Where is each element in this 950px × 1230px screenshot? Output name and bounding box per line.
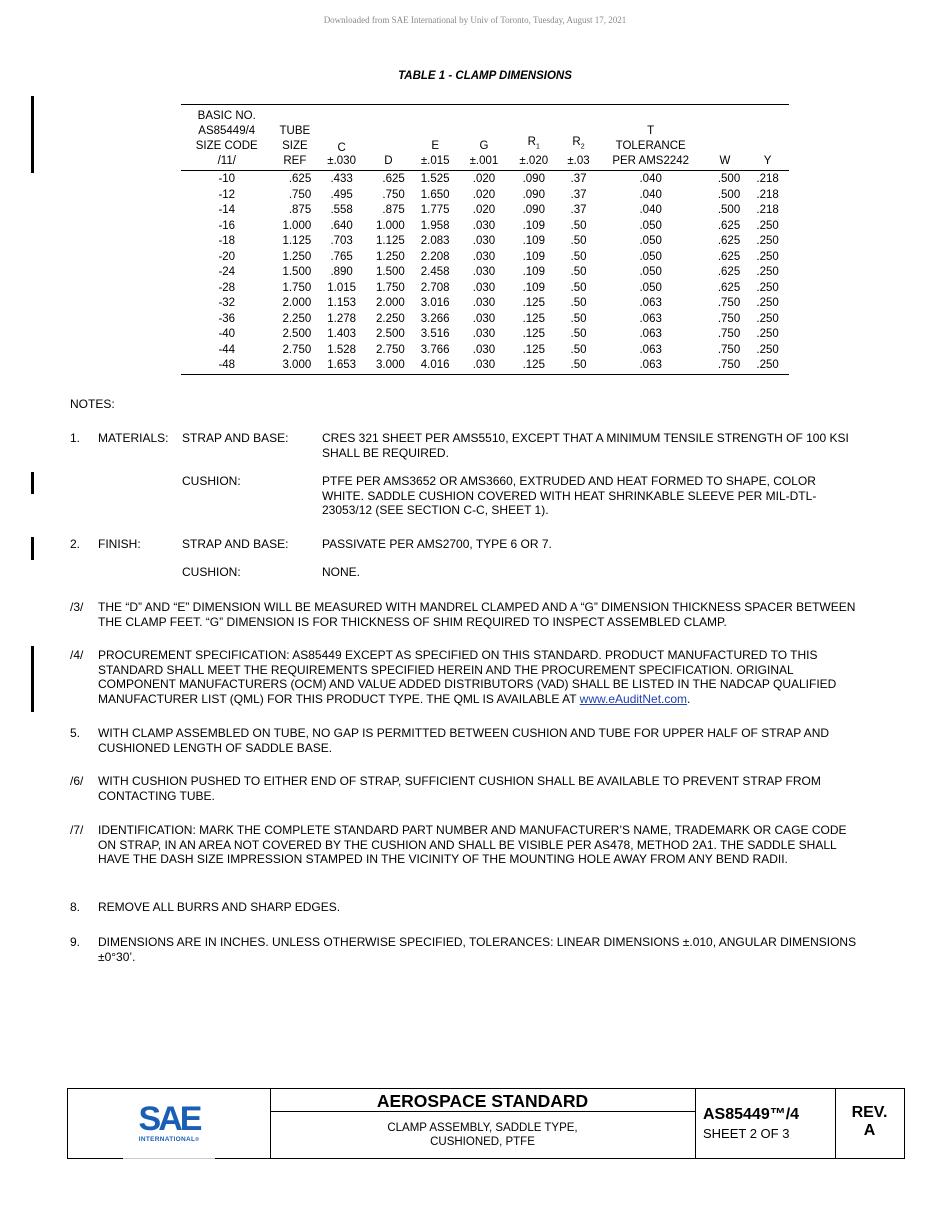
cell-r1: .090: [522, 173, 545, 185]
cell-w: .500: [717, 188, 741, 201]
cell-tube-size: .875: [288, 204, 312, 216]
cell-r2: .50: [570, 281, 587, 294]
cell-t: .063: [639, 359, 662, 371]
cell-r1: .109: [522, 266, 545, 278]
cell-tube-size: 2.250: [282, 312, 312, 325]
note-1: [0, 431, 950, 471]
cell-w: .625: [717, 250, 741, 263]
cell-tube-size: 1.000: [282, 219, 312, 232]
table-row: [181, 234, 789, 250]
cell-g: .030: [472, 328, 496, 340]
cell-size-code: -18: [218, 235, 236, 247]
cell-t: .063: [639, 297, 662, 309]
revision-value: A: [863, 1122, 876, 1139]
cell-w: .625: [717, 266, 741, 278]
cell-r2: .50: [570, 343, 587, 356]
cell-c: 1.528: [327, 343, 357, 356]
note-text: PTFE PER AMS3652 OR AMS3660, EXTRUDED AND HEAT FORMED TO SHAPE, COLOR WHITE. SADDLE CUSHION COVERED WITH HEAT SHRINKABLE SLEEVE PER MIL-DTL-23053/12 (SEE SECTION C-C, SHEET 1).: [322, 474, 817, 517]
cell-size-code: -28: [218, 281, 236, 294]
table-row: [181, 219, 789, 235]
table-row: [181, 327, 789, 343]
cell-e: 2.708: [420, 281, 450, 294]
note-text: WITH CUSHION PUSHED TO EITHER END OF STRAP, SUFFICIENT CUSHION SHALL BE AVAILABLE TO PREVENT STRAP FROM CONTACTING TUBE.: [98, 774, 821, 803]
cell-d: 1.000: [375, 219, 405, 232]
note-category: FINISH:: [98, 537, 141, 551]
note-text: WITH CLAMP ASSEMBLED ON TUBE, NO GAP IS PERMITTED BETWEEN CUSHION AND TUBE FOR UPPER HALF OF STRAP AND CUSHIONED LENGTH OF SADDLE BASE.: [98, 726, 830, 755]
cell-tube-size: 2.000: [282, 297, 312, 309]
cell-y: .250: [756, 312, 779, 325]
note-number: 9.: [70, 935, 81, 949]
cell-e: 2.458: [420, 266, 450, 278]
note-sublabel: CUSHION:: [182, 474, 241, 488]
col-header-y: Y: [746, 105, 789, 171]
cell-r1: .125: [522, 297, 545, 309]
cell-g: .020: [472, 173, 496, 185]
cell-y: .250: [756, 328, 779, 340]
cell-r1: .090: [522, 204, 545, 216]
note-text: CRES 321 SHEET PER AMS5510, EXCEPT THAT A MINIMUM TENSILE STRENGTH OF 100 KSI SHALL BE REQUIRED.: [322, 431, 849, 460]
sae-logo: [136, 1101, 202, 1143]
note-number: 1.: [70, 431, 81, 445]
cell-w: .750: [717, 297, 741, 309]
note-2: [0, 537, 950, 555]
table-row: [181, 312, 789, 328]
table-row: [181, 250, 789, 266]
cell-e: 4.016: [420, 359, 450, 371]
cell-e: 1.775: [420, 204, 450, 216]
cell-size-code: -48: [218, 359, 236, 371]
note-category: MATERIALS:: [98, 431, 169, 445]
cell-size-code: -32: [218, 297, 236, 309]
cell-w: .750: [717, 359, 741, 371]
note-text: PASSIVATE PER AMS2700, TYPE 6 OR 7.: [322, 537, 552, 551]
cell-y: .250: [756, 235, 779, 247]
cell-y: .218: [756, 204, 779, 216]
cell-r1: .125: [522, 359, 545, 371]
note-text: THE “D” AND “E” DIMENSION WILL BE MEASURED WITH MANDREL CLAMPED AND A “G” DIMENSION THICKNESS SPACER BETWEEN THE CLAMP FEET. “G” DIMENSION IS FOR THICKNESS OF SHIM REQUIRED TO INSPECT ASSEMBLED CLAMP.: [98, 600, 856, 629]
cell-tube-size: .625: [288, 173, 312, 185]
cell-e: 3.266: [420, 312, 450, 325]
note-6: [0, 774, 950, 806]
cell-tube-size: 1.750: [282, 281, 312, 294]
notes-heading: NOTES:: [70, 397, 115, 411]
sae-logo-text: SAE: [138, 1101, 200, 1133]
note-1-cushion: [0, 474, 950, 524]
cell-g: .030: [472, 250, 496, 263]
cell-r1: .090: [522, 188, 545, 201]
sheet-number: SHEET 2 OF 3: [703, 1126, 790, 1141]
note-text: PROCUREMENT SPECIFICATION: AS85449 EXCEPT AS SPECIFIED ON THIS STANDARD. PRODUCT MANUFACTURED TO THIS STANDARD SHALL MEET THE REQUIREMENTS SPECIFIED HEREIN AND THE PROCUREMENT SPECIFICATION. ORIGINAL COMPONENT MANUFACTURERS (OCM) AND VALUE ADDED DISTRIBUTORS (VAD) SHALL BE LISTED IN THE NADCAP QUALIFIED MANUFACTURER LIST (QML) FOR THIS PRODUCT TYPE. THE QML IS AVAILABLE AT www.eAuditNet.com.: [98, 648, 837, 706]
cell-t: .063: [639, 343, 662, 356]
col-header-r2: $R_2$ ±.03: [559, 105, 598, 171]
cell-d: 2.750: [375, 343, 405, 356]
cell-t: .040: [639, 173, 662, 185]
cell-y: .218: [756, 188, 779, 201]
cell-y: .250: [756, 266, 779, 278]
table-row: [181, 265, 789, 281]
cell-e: 3.516: [420, 328, 450, 340]
cell-r2: .50: [570, 328, 587, 340]
cell-d: .875: [382, 204, 405, 216]
cell-e: 1.650: [420, 188, 450, 201]
cell-t: .040: [639, 188, 662, 201]
cell-d: 1.125: [375, 235, 405, 247]
table-row: [181, 203, 789, 219]
note-number: 5.: [70, 726, 81, 740]
cell-y: .250: [756, 281, 779, 294]
revision-cell: [835, 1089, 904, 1158]
col-header-e: E ±.015: [411, 105, 460, 171]
clamp-dimensions-table: [181, 104, 789, 375]
cell-g: .030: [472, 297, 496, 309]
cell-size-code: -12: [218, 188, 236, 201]
col-header-size-code: BASIC NO. AS85449/4 SIZE CODE /11/: [181, 105, 273, 171]
cell-g: .020: [472, 188, 496, 201]
cell-c: .703: [330, 235, 353, 247]
cell-g: .030: [472, 235, 496, 247]
cell-size-code: -44: [218, 343, 236, 356]
cell-g: .030: [472, 312, 496, 325]
cell-d: .625: [382, 173, 405, 185]
logo-cell: [68, 1089, 271, 1158]
cell-c: 1.403: [327, 328, 357, 340]
cell-y: .218: [756, 173, 779, 185]
note-number: 2.: [70, 537, 81, 551]
cell-size-code: -40: [218, 328, 236, 340]
cell-w: .625: [717, 219, 741, 232]
cell-size-code: -24: [218, 266, 236, 278]
table-row: [181, 296, 789, 312]
logo-divider: [123, 1158, 215, 1159]
cell-size-code: -16: [218, 219, 236, 232]
cell-w: .500: [717, 204, 741, 216]
cell-w: .625: [717, 281, 741, 294]
cell-t: .040: [639, 204, 662, 216]
cell-r2: .50: [570, 266, 587, 278]
cell-tube-size: 1.250: [282, 250, 312, 263]
cell-g: .020: [472, 204, 496, 216]
cell-g: .030: [472, 359, 496, 371]
cell-g: .030: [472, 219, 496, 232]
table-row: [181, 343, 789, 359]
cell-tube-size: .750: [288, 188, 312, 201]
cell-size-code: -36: [218, 312, 236, 325]
cell-e: 2.083: [420, 235, 450, 247]
note-text: IDENTIFICATION: MARK THE COMPLETE STANDARD PART NUMBER AND MANUFACTURER’S NAME, TRADEMARK OR CAGE CODE ON STRAP, IN AN AREA NOT COVERED BY THE CUSHION AND SHALL BE VISIBLE PER AS478, METHOD 2A1. THE SADDLE SHALL HAVE THE DASH SIZE IMPRESSION STAMPED IN THE VICINITY OF THE MOUNTING HOLE AWAY FROM ANY BEND RADII.: [98, 823, 847, 866]
cell-g: .030: [472, 266, 496, 278]
sae-logo-mark: [136, 1101, 202, 1133]
col-header-tube-size: TUBE SIZE REF: [273, 105, 318, 171]
cell-d: 1.250: [375, 250, 405, 263]
cell-c: .495: [330, 188, 353, 201]
col-header-t: T TOLERANCE PER AMS2242: [598, 105, 704, 171]
document-number: AS85449™/4: [703, 1106, 800, 1123]
cell-c: .640: [330, 219, 353, 232]
cell-size-code: -10: [218, 173, 236, 185]
note-sublabel: STRAP AND BASE:: [182, 537, 289, 551]
cell-t: .063: [639, 312, 662, 325]
cell-y: .250: [756, 297, 779, 309]
cell-r2: .50: [570, 359, 587, 371]
cell-t: .050: [639, 266, 662, 278]
note-number: /3/: [70, 600, 84, 614]
cell-r1: .109: [522, 281, 545, 294]
cell-t: .050: [639, 281, 662, 294]
cell-y: .250: [756, 359, 779, 371]
cell-c: 1.278: [327, 312, 357, 325]
cell-d: 2.500: [375, 328, 405, 340]
cell-tube-size: 2.750: [282, 343, 312, 356]
table-row: [181, 281, 789, 297]
note-text: NONE.: [322, 565, 361, 579]
change-bar: [31, 96, 34, 173]
table-row: [181, 358, 789, 374]
cell-c: 1.653: [327, 359, 357, 371]
cell-c: .765: [330, 250, 353, 263]
cell-w: .750: [717, 328, 741, 340]
eauditnet-link[interactable]: www.eAuditNet.com: [579, 691, 688, 706]
cell-d: 1.750: [375, 281, 405, 294]
cell-y: .250: [756, 343, 779, 356]
cell-t: .050: [639, 235, 662, 247]
cell-c: .558: [330, 204, 353, 216]
cell-d: 1.500: [375, 266, 405, 278]
table-row: [181, 171, 789, 188]
cell-c: .890: [330, 266, 353, 278]
cell-r2: .37: [570, 188, 587, 201]
cell-size-code: -14: [218, 204, 236, 216]
cell-w: .500: [717, 173, 741, 185]
note-5: [0, 726, 950, 758]
note-number: 8.: [70, 900, 81, 914]
note-8: [0, 900, 950, 918]
cell-tube-size: 2.500: [282, 328, 312, 340]
cell-y: .250: [756, 250, 779, 263]
table-header-row: [181, 105, 789, 171]
cell-w: .750: [717, 343, 741, 356]
cell-r1: .109: [522, 235, 545, 247]
cell-d: .750: [382, 188, 405, 201]
cell-e: 2.208: [420, 250, 450, 263]
note-7: [0, 823, 950, 885]
cell-r1: .109: [522, 219, 545, 232]
title-cell: [270, 1089, 696, 1158]
cell-d: 2.250: [375, 312, 405, 325]
col-header-w: W: [704, 105, 747, 171]
note-number: /6/: [70, 774, 84, 788]
cell-e: 1.958: [420, 219, 450, 232]
cell-size-code: -20: [218, 250, 236, 263]
table-title: TABLE 1 - CLAMP DIMENSIONS: [398, 70, 572, 82]
cell-tube-size: 1.125: [282, 235, 312, 247]
table-body: [181, 171, 789, 375]
col-header-d: D: [366, 105, 411, 171]
cell-g: .030: [472, 281, 496, 294]
cell-tube-size: 3.000: [282, 359, 312, 371]
note-sublabel: STRAP AND BASE:: [182, 431, 289, 445]
table-row: [181, 188, 789, 204]
cell-c: .433: [330, 173, 353, 185]
document-number-cell: [695, 1089, 836, 1158]
note-text: REMOVE ALL BURRS AND SHARP EDGES.: [98, 900, 341, 914]
cell-e: 1.525: [420, 173, 450, 185]
cell-r2: .50: [570, 312, 587, 325]
cell-w: .625: [717, 235, 741, 247]
cell-d: 2.000: [375, 297, 405, 309]
cell-r1: .125: [522, 312, 545, 325]
cell-r2: .37: [570, 204, 587, 216]
title-block: [67, 1088, 905, 1159]
cell-r2: .50: [570, 250, 587, 263]
cell-e: 3.766: [420, 343, 450, 356]
sae-logo-subtitle: INTERNATIONAL®: [138, 1136, 200, 1143]
cell-r1: .109: [522, 250, 545, 263]
col-header-r1: $R_1$ ±.020: [508, 105, 559, 171]
cell-y: .250: [756, 219, 779, 232]
part-description: CLAMP ASSEMBLY, SADDLE TYPE, CUSHIONED, PTFE: [387, 1122, 578, 1148]
cell-t: .063: [639, 328, 662, 340]
cell-r2: .50: [570, 235, 587, 247]
cell-r2: .37: [570, 173, 587, 185]
cell-d: 3.000: [375, 359, 405, 371]
note-text: DIMENSIONS ARE IN INCHES. UNLESS OTHERWISE SPECIFIED, TOLERANCES: LINEAR DIMENSIONS ±.010, ANGULAR DIMENSIONS ±0°30’.: [98, 935, 857, 964]
cell-c: 1.015: [327, 281, 357, 294]
cell-r1: .125: [522, 328, 545, 340]
cell-r1: .125: [522, 343, 545, 356]
note-3: [0, 600, 950, 632]
revision-label: REV.: [851, 1104, 888, 1121]
note-number: /7/: [70, 823, 84, 837]
col-header-c: C ±.030: [317, 105, 366, 171]
note-number: /4/: [70, 648, 84, 662]
cell-t: .050: [639, 250, 662, 263]
cell-r2: .50: [570, 219, 587, 232]
standard-type: AEROSPACE STANDARD: [270, 1089, 695, 1112]
note-9: [0, 935, 950, 967]
cell-w: .750: [717, 312, 741, 325]
cell-t: .050: [639, 219, 662, 232]
cell-e: 3.016: [420, 297, 450, 309]
cell-r2: .50: [570, 297, 587, 309]
cell-tube-size: 1.500: [282, 266, 312, 278]
note-sublabel: CUSHION:: [182, 565, 241, 579]
note-2-cushion: [0, 565, 950, 583]
cell-c: 1.153: [327, 297, 357, 309]
download-watermark: Downloaded from SAE International by Univ of Toronto, Tuesday, August 17, 2021: [323, 15, 627, 25]
col-header-g: G ±.001: [460, 105, 509, 171]
note-4: [0, 648, 950, 710]
cell-g: .030: [472, 343, 496, 356]
